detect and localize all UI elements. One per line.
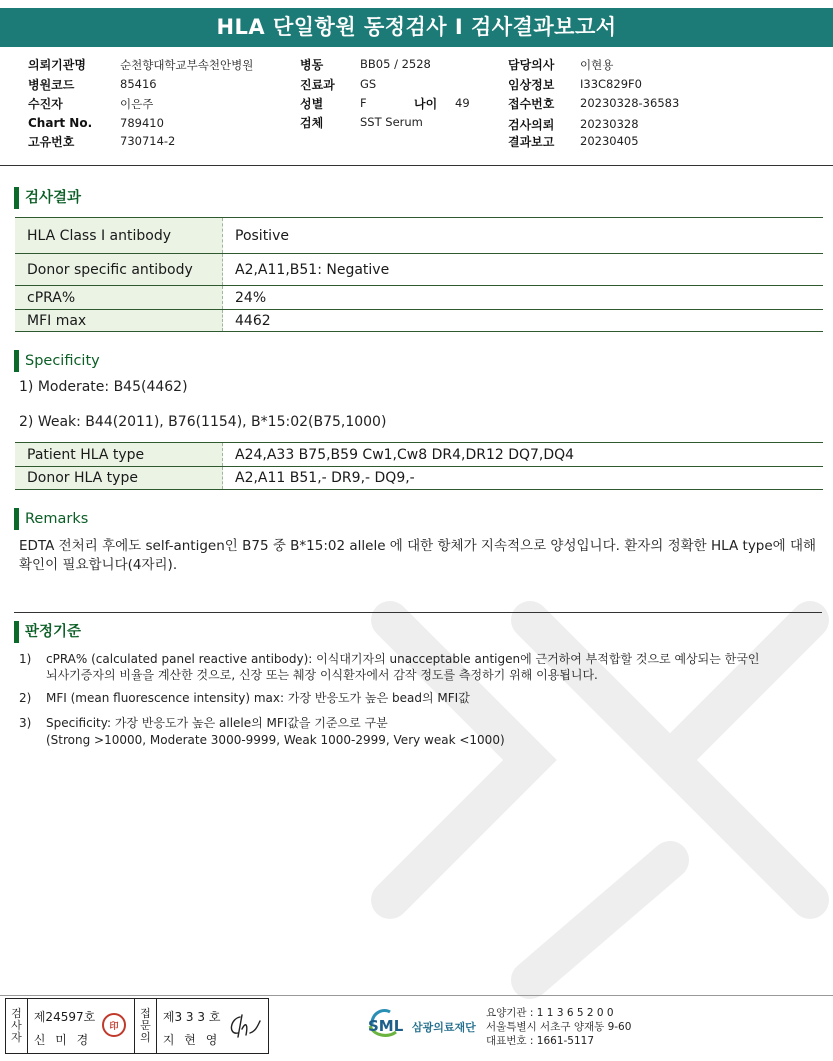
criteria-divider <box>14 612 822 613</box>
contact-line: 대표번호 : 1661-5117 <box>486 1035 595 1047</box>
table-row <box>15 310 823 332</box>
table-row <box>15 286 823 310</box>
label-specimen: 검체 <box>300 116 324 130</box>
department: GS <box>360 77 377 91</box>
footer-divider <box>0 995 833 996</box>
label-doctor: 담당의사 <box>508 58 555 72</box>
approver-signature <box>157 999 268 1053</box>
label-sex: 성별 <box>300 97 324 111</box>
row-label: cPRA% <box>15 286 223 309</box>
row-label: Patient HLA type <box>15 443 223 466</box>
unique-id: 730714-2 <box>120 134 176 148</box>
row-label: MFI max <box>15 310 223 331</box>
row-value: 4462 <box>235 312 271 329</box>
seal-stamp-icon: 印 <box>102 1013 126 1037</box>
request-date: 20230328 <box>580 117 639 131</box>
sex: F <box>360 96 367 110</box>
row-label: HLA Class I antibody <box>15 218 223 253</box>
label-unique-id: 고유번호 <box>28 135 75 149</box>
label-request-date: 검사의뢰 <box>508 118 555 132</box>
report-date: 20230405 <box>580 134 639 148</box>
criteria-text: MFI (mean fluorescence intensity) max: 가장 반응도가 높은 bead의 MFI값 <box>46 691 470 705</box>
row-value: A2,A11 B51,- DR9,- DQ9,- <box>235 470 415 486</box>
watermark-cross-logo <box>330 560 833 1020</box>
criteria-num: 3) <box>19 716 32 730</box>
remarks-text: EDTA 전처리 후에도 self-antigen인 B75 중 B*15:02 allele 에 대한 항체가 지속적으로 양성입니다. 환자의 정확한 HLA type에 대해 확인이 필요합니다(4자리). <box>19 538 817 573</box>
specimen: SST Serum <box>360 115 423 129</box>
criteria-text: (Strong >10000, Moderate 3000-9999, Weak 1000-2999, Very weak <1000) <box>46 733 505 747</box>
approver-license: 제3 3 3 호 <box>162 1010 221 1024</box>
contact-info <box>486 1006 631 1048</box>
table-row <box>15 467 823 490</box>
criteria-num: 1) <box>19 652 32 666</box>
criteria-text: Specificity: 가장 반응도가 높은 allele의 MFI값을 기준으로 구분 <box>46 716 388 730</box>
tester-name: 신 미 경 <box>33 1033 92 1047</box>
table-row <box>15 218 823 254</box>
report-title: HLA 단일항원 동정검사 I 검사결과보고서 <box>0 8 833 47</box>
specificity-line-1: 1) Moderate: B45(4462) <box>19 379 188 395</box>
signature-box <box>5 998 269 1054</box>
sml-logo-text: SML <box>368 1017 404 1035</box>
label-accession-no: 접수번호 <box>508 97 555 111</box>
label-ward: 병동 <box>300 58 324 72</box>
hla-type-table <box>15 442 823 490</box>
row-value: Positive <box>235 227 289 244</box>
hospital-code: 85416 <box>120 77 157 91</box>
age: 49 <box>455 96 470 110</box>
org-name: 삼광의료재단 <box>412 1021 476 1034</box>
results-heading: 검사결과 <box>14 187 81 209</box>
handwritten-signature-icon <box>226 1011 262 1041</box>
criteria-num: 2) <box>19 691 32 705</box>
label-clinical-info: 임상정보 <box>508 78 555 92</box>
remarks-heading: Remarks <box>14 508 88 530</box>
specificity-line-2: 2) Weak: B44(2011), B76(1154), B*15:02(B75,1000) <box>19 414 387 430</box>
tester-license: 제24597호 <box>33 1010 96 1024</box>
criteria-text: cPRA% (calculated panel reactive antibody): 이식대기자의 unacceptable antigen에 근거하여 부적합할 것으로 예상되는 한국인 <box>46 652 760 666</box>
row-value: A2,A11,B51: Negative <box>235 261 390 278</box>
label-chart-no: Chart No. <box>28 116 93 130</box>
label-requesting-hospital: 의뢰기관명 <box>28 58 86 72</box>
tester-signature <box>28 999 135 1053</box>
label-age: 나이 <box>414 97 438 111</box>
accession-no: 20230328-36583 <box>580 96 680 110</box>
tester-label: 검 사 자 <box>6 999 28 1053</box>
requesting-hospital: 순천향대학교부속천안병원 <box>120 58 254 72</box>
row-value: 24% <box>235 289 267 306</box>
ward: BB05 / 2528 <box>360 57 431 71</box>
row-label: Donor HLA type <box>15 467 223 489</box>
patient-info-header <box>0 52 833 162</box>
label-hospital-code: 병원코드 <box>28 78 75 92</box>
label-report-date: 결과보고 <box>508 135 555 149</box>
criteria-item <box>19 715 819 749</box>
approver-name: 지 현 영 <box>162 1033 221 1047</box>
criteria-text: 뇌사기증자의 비율을 계산한 것으로, 신장 또는 췌장 이식환자에서 감작 정도를 측정하기 위해 이용됩니다. <box>46 668 598 682</box>
contact-line: 서울특별시 서초구 양재동 9-60 <box>486 1021 632 1033</box>
contact-line: 요양기관 : 1 1 3 6 5 2 0 0 <box>486 1007 614 1019</box>
row-value: A24,A33 B75,B59 Cw1,Cw8 DR4,DR12 DQ7,DQ4 <box>235 446 575 463</box>
doctor: 이현용 <box>580 58 614 72</box>
table-row <box>15 254 823 286</box>
results-table <box>15 217 823 332</box>
row-label: Donor specific antibody <box>15 254 223 285</box>
table-row <box>15 443 823 467</box>
criteria-heading: 판정기준 <box>14 621 81 643</box>
chart-no: 789410 <box>120 116 164 130</box>
specificity-heading: Specificity <box>14 350 100 372</box>
label-patient: 수진자 <box>28 97 63 111</box>
header-divider <box>0 165 833 166</box>
label-department: 진료과 <box>300 78 335 92</box>
criteria-item <box>19 651 819 685</box>
patient-name: 이은주 <box>120 97 154 111</box>
approver-label: 접 문 의 <box>135 999 157 1053</box>
criteria-item <box>19 690 819 708</box>
clinical-info: I33C829F0 <box>580 77 642 91</box>
